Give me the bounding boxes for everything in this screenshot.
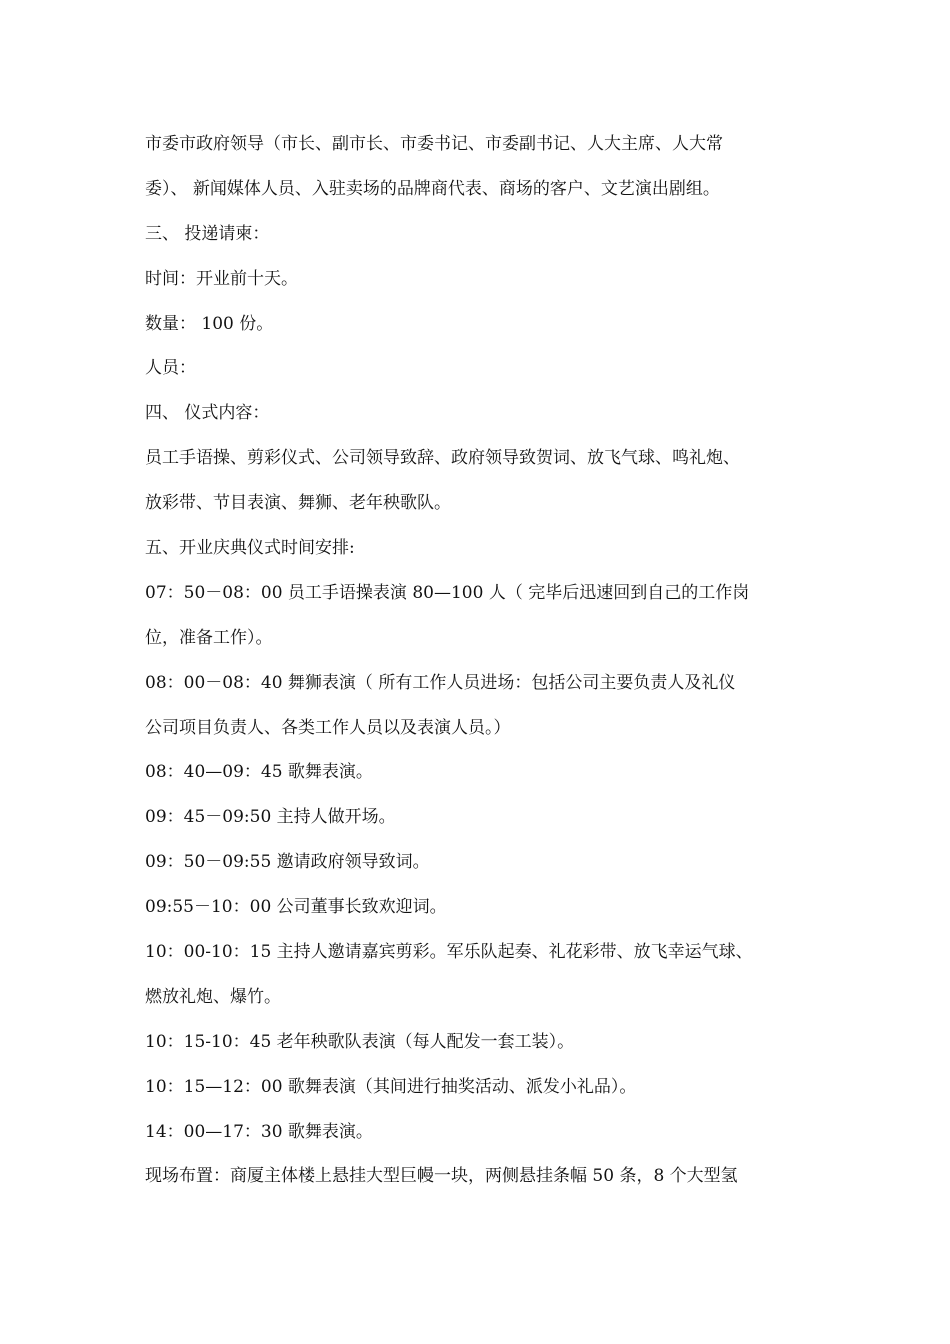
schedule-line: 位，准备工作）。 xyxy=(145,627,273,648)
schedule-line: 10：00-10：15 主持人邀请嘉宾剪彩。军乐队起奏、礼花彩带、放飞幸运气球、 xyxy=(145,942,753,963)
text-line: 时间：开业前十天。 xyxy=(145,268,298,289)
schedule-line: 14：00—17：30 歌舞表演。 xyxy=(145,1121,373,1142)
text-line: 现场布置：商厦主体楼上悬挂大型巨幔一块，两侧悬挂条幅 50 条，8 个大型氢 xyxy=(145,1166,738,1187)
schedule-line: 公司项目负责人、各类工作人员以及表演人员。） xyxy=(145,717,511,738)
schedule-line: 07：50－08：00 员工手语操表演 80—100 人（ 完毕后迅速回到自己的工作岗 xyxy=(145,582,750,603)
schedule-line: 10：15—12：00 歌舞表演（其间进行抽奖活动、派发小礼品）。 xyxy=(145,1076,637,1097)
schedule-line: 燃放礼炮、爆竹。 xyxy=(145,986,281,1007)
text-line: 委）、 新闻媒体人员、入驻卖场的品牌商代表、商场的客户、文艺演出剧组。 xyxy=(145,178,720,199)
schedule-line: 08：40—09：45 歌舞表演。 xyxy=(145,762,373,783)
document-body xyxy=(145,122,815,1199)
section-heading: 五、开业庆典仪式时间安排: xyxy=(145,538,355,559)
text-line: 人员： xyxy=(145,358,196,379)
schedule-line: 09：50－09:55 邀请政府领导致词。 xyxy=(145,852,430,873)
schedule-line: 09：45－09:50 主持人做开场。 xyxy=(145,807,396,828)
text-line: 放彩带、节目表演、舞狮、老年秧歌队。 xyxy=(145,493,451,514)
section-heading: 三、 投递请柬： xyxy=(145,223,270,244)
text-line: 市委市政府领导（市长、副市长、市委书记、市委副书记、人大主席、人大常 xyxy=(145,134,723,154)
schedule-line: 10：15-10：45 老年秧歌队表演（每人配发一套工装）。 xyxy=(145,1031,575,1052)
text-line: 数量： 100 份。 xyxy=(145,313,274,334)
schedule-line: 08：00－08：40 舞狮表演（ 所有工作人员进场：包括公司主要负责人及礼仪 xyxy=(145,672,736,693)
text-line: 员工手语操、剪彩仪式、公司领导致辞、政府领导致贺词、放飞气球、鸣礼炮、 xyxy=(145,448,740,469)
schedule-line: 09:55－10：00 公司董事长致欢迎词。 xyxy=(145,897,447,918)
section-heading: 四、 仪式内容： xyxy=(145,403,270,424)
